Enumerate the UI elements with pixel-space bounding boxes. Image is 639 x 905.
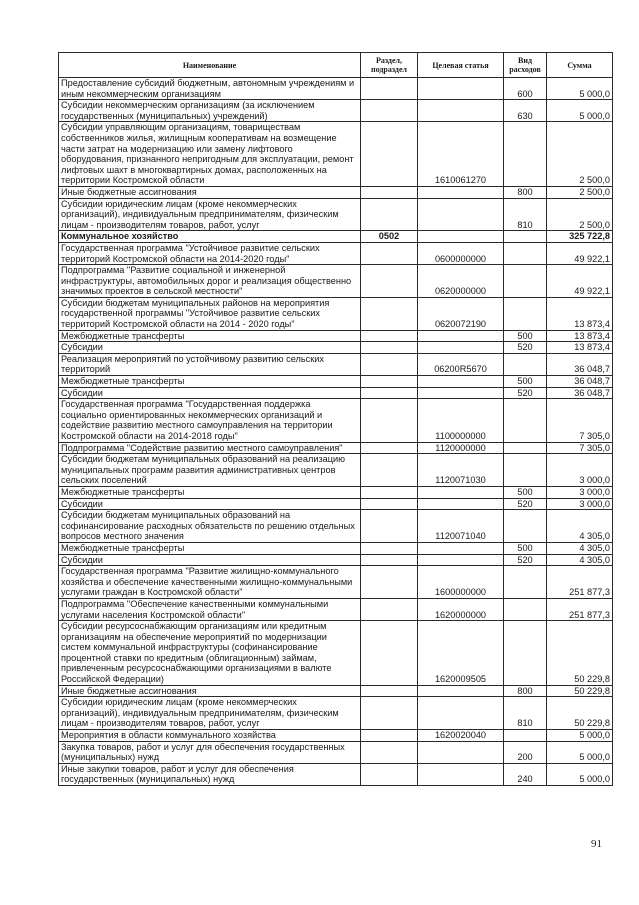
row-expense-cell: 520 — [504, 387, 547, 399]
row-sum-cell: 5 000,0 — [547, 78, 613, 100]
row-section-cell — [361, 697, 418, 730]
row-target-cell — [418, 741, 504, 763]
row-target-cell: 1120000000 — [418, 442, 504, 454]
table-row — [59, 510, 613, 543]
row-target-cell — [418, 231, 504, 243]
row-expense-cell — [504, 242, 547, 264]
row-expense-cell: 520 — [504, 498, 547, 510]
row-expense-cell: 500 — [504, 376, 547, 388]
row-sum-cell: 2 500,0 — [547, 122, 613, 187]
table-row — [59, 598, 613, 620]
table-row — [59, 542, 613, 554]
row-expense-cell — [504, 265, 547, 298]
row-target-cell — [418, 685, 504, 697]
row-expense-cell — [504, 122, 547, 187]
table-row — [59, 265, 613, 298]
row-section-cell: 0502 — [361, 231, 418, 243]
table-row — [59, 353, 613, 375]
row-sum-cell: 4 305,0 — [547, 542, 613, 554]
row-name-cell: Субсидии — [59, 387, 361, 399]
row-section-cell — [361, 376, 418, 388]
row-section-cell — [361, 198, 418, 231]
row-expense-cell — [504, 297, 547, 330]
row-target-cell: 1600000000 — [418, 566, 504, 599]
row-name-cell: Государственная программа "Устойчивое развитие сельских территорий Костромской области на 2014-2020 годы" — [59, 242, 361, 264]
table-body — [59, 78, 613, 786]
row-sum-cell: 50 229,8 — [547, 685, 613, 697]
row-expense-cell: 800 — [504, 186, 547, 198]
row-name-cell: Предоставление субсидий бюджетным, автономным учреждениям и иным некоммерческим организациям — [59, 78, 361, 100]
row-target-cell: 06200R5670 — [418, 353, 504, 375]
row-sum-cell: 251 877,3 — [547, 566, 613, 599]
row-name-cell: Иные закупки товаров, работ и услуг для обеспечения государственных (муниципальных) нужд — [59, 763, 361, 785]
row-target-cell: 1620020040 — [418, 730, 504, 742]
row-target-cell: 1120071040 — [418, 510, 504, 543]
table-row — [59, 554, 613, 566]
row-expense-cell: 630 — [504, 100, 547, 122]
row-name-cell: Иные бюджетные ассигнования — [59, 186, 361, 198]
row-section-cell — [361, 566, 418, 599]
table-row — [59, 342, 613, 354]
row-target-cell — [418, 763, 504, 785]
row-expense-cell: 200 — [504, 741, 547, 763]
row-sum-cell: 3 000,0 — [547, 486, 613, 498]
row-target-cell: 1100000000 — [418, 399, 504, 442]
row-target-cell — [418, 554, 504, 566]
row-expense-cell: 520 — [504, 554, 547, 566]
table-row — [59, 763, 613, 785]
table-header — [59, 53, 613, 78]
row-sum-cell: 5 000,0 — [547, 730, 613, 742]
row-name-cell: Подпрограмма "Обеспечение качественными коммунальными услугами населения Костромской области" — [59, 598, 361, 620]
row-name-cell: Субсидии бюджетам муниципальных районов на мероприятия государственной программы "Устойчивое развитие сельских территорий Костромской области на 2014 - 2020 годы" — [59, 297, 361, 330]
table-row — [59, 399, 613, 442]
row-sum-cell: 3 000,0 — [547, 498, 613, 510]
row-name-cell: Субсидии управляющим организациям, товариществам собственников жилья, жилищным кооперативам на возмещение части затрат на модернизацию или замену лифтового оборудования, признанного непригодным для эксплуатации, ремонт лифтовых шахт в многоквартирных домах, расположенных на территории Костромской области — [59, 122, 361, 187]
header-name: Наименование — [59, 53, 361, 78]
page-number: 91 — [591, 838, 602, 850]
row-section-cell — [361, 78, 418, 100]
row-name-cell: Субсидии юридическим лицам (кроме некоммерческих организаций), индивидуальным предпринимателям, физическим лицам - производителям товаров, работ, услуг — [59, 697, 361, 730]
row-section-cell — [361, 100, 418, 122]
row-target-cell — [418, 198, 504, 231]
row-target-cell — [418, 542, 504, 554]
row-sum-cell: 50 229,8 — [547, 697, 613, 730]
row-name-cell: Субсидии ресурсоснабжающим организациям или кредитным организациям на обеспечение мероприятий по модернизации систем коммунальной инфраструктуры (софинансирование процентной ставки по кредитным (облигационным) займам, привлеченным ресурсоснабжающими организациями в валюте Российской Федерации) — [59, 621, 361, 686]
header-target: Целевая статья — [418, 53, 504, 78]
row-sum-cell: 49 922,1 — [547, 242, 613, 264]
row-target-cell — [418, 376, 504, 388]
row-section-cell — [361, 122, 418, 187]
row-expense-cell — [504, 510, 547, 543]
row-expense-cell — [504, 399, 547, 442]
row-expense-cell: 500 — [504, 486, 547, 498]
row-sum-cell: 13 873,4 — [547, 330, 613, 342]
row-sum-cell: 3 000,0 — [547, 454, 613, 487]
row-name-cell: Мероприятия в области коммунального хозяйства — [59, 730, 361, 742]
table-row — [59, 387, 613, 399]
row-name-cell: Субсидии некоммерческим организациям (за исключением государственных (муниципальных) учреждений) — [59, 100, 361, 122]
table-row — [59, 122, 613, 187]
table-row — [59, 486, 613, 498]
row-section-cell — [361, 730, 418, 742]
row-name-cell: Субсидии бюджетам муниципальных образований на реализацию муниципальных программ развития административных центров сельских поселений — [59, 454, 361, 487]
row-name-cell: Межбюджетные трансферты — [59, 542, 361, 554]
table-row — [59, 498, 613, 510]
row-name-cell: Субсидии юридическим лицам (кроме некоммерческих организаций), индивидуальным предпринимателям, физическим лицам - производителям товаров, работ, услуг — [59, 198, 361, 231]
row-expense-cell — [504, 454, 547, 487]
header-sum: Сумма — [547, 53, 613, 78]
table-row — [59, 454, 613, 487]
row-target-cell — [418, 498, 504, 510]
row-expense-cell — [504, 730, 547, 742]
row-target-cell: 1620009505 — [418, 621, 504, 686]
row-section-cell — [361, 598, 418, 620]
row-expense-cell — [504, 442, 547, 454]
row-name-cell: Субсидии — [59, 342, 361, 354]
row-section-cell — [361, 554, 418, 566]
row-section-cell — [361, 330, 418, 342]
budget-table — [58, 52, 613, 786]
row-name-cell: Субсидии — [59, 554, 361, 566]
row-name-cell: Закупка товаров, работ и услуг для обеспечения государственных (муниципальных) нужд — [59, 741, 361, 763]
row-expense-cell: 800 — [504, 685, 547, 697]
row-expense-cell — [504, 598, 547, 620]
row-sum-cell: 36 048,7 — [547, 353, 613, 375]
row-target-cell: 1120071030 — [418, 454, 504, 487]
row-section-cell — [361, 353, 418, 375]
row-expense-cell — [504, 353, 547, 375]
row-sum-cell: 7 305,0 — [547, 399, 613, 442]
row-section-cell — [361, 265, 418, 298]
row-name-cell: Подпрограмма "Содействие развитию местного самоуправления" — [59, 442, 361, 454]
row-section-cell — [361, 741, 418, 763]
row-name-cell: Иные бюджетные ассигнования — [59, 685, 361, 697]
row-name-cell: Межбюджетные трансферты — [59, 486, 361, 498]
table-row — [59, 198, 613, 231]
row-section-cell — [361, 399, 418, 442]
row-name-cell: Межбюджетные трансферты — [59, 330, 361, 342]
row-name-cell: Межбюджетные трансферты — [59, 376, 361, 388]
row-section-cell — [361, 498, 418, 510]
row-expense-cell — [504, 231, 547, 243]
table-row — [59, 566, 613, 599]
row-sum-cell: 50 229,8 — [547, 621, 613, 686]
row-target-cell — [418, 78, 504, 100]
row-target-cell: 0620072190 — [418, 297, 504, 330]
row-sum-cell: 5 000,0 — [547, 763, 613, 785]
row-target-cell — [418, 330, 504, 342]
row-sum-cell: 13 873,4 — [547, 297, 613, 330]
row-target-cell: 1610061270 — [418, 122, 504, 187]
table-row — [59, 78, 613, 100]
row-sum-cell: 7 305,0 — [547, 442, 613, 454]
table-row — [59, 242, 613, 264]
row-sum-cell: 4 305,0 — [547, 510, 613, 543]
row-section-cell — [361, 685, 418, 697]
row-name-cell: Субсидии — [59, 498, 361, 510]
row-expense-cell: 240 — [504, 763, 547, 785]
row-sum-cell: 2 500,0 — [547, 186, 613, 198]
row-target-cell — [418, 100, 504, 122]
row-target-cell — [418, 342, 504, 354]
row-sum-cell: 251 877,3 — [547, 598, 613, 620]
row-expense-cell: 810 — [504, 198, 547, 231]
row-target-cell: 0620000000 — [418, 265, 504, 298]
row-name-cell: Государственная программа "Государственная поддержка социально ориентированных некоммерческих организаций и содействие развитию местного самоуправления на территории Костромской области на 2014-2018 годы" — [59, 399, 361, 442]
row-section-cell — [361, 342, 418, 354]
table-row — [59, 741, 613, 763]
row-sum-cell: 4 305,0 — [547, 554, 613, 566]
row-expense-cell: 520 — [504, 342, 547, 354]
table-row — [59, 186, 613, 198]
row-sum-cell: 325 722,8 — [547, 231, 613, 243]
row-target-cell: 0600000000 — [418, 242, 504, 264]
row-sum-cell: 5 000,0 — [547, 741, 613, 763]
row-expense-cell: 810 — [504, 697, 547, 730]
table-row — [59, 330, 613, 342]
row-target-cell — [418, 186, 504, 198]
row-target-cell — [418, 387, 504, 399]
table-row — [59, 376, 613, 388]
row-section-cell — [361, 763, 418, 785]
table-row — [59, 442, 613, 454]
table-row — [59, 621, 613, 686]
table-row — [59, 100, 613, 122]
row-name-cell: Субсидии бюджетам муниципальных образований на софинансирование расходных обязательств по решению отдельных вопросов местного значения — [59, 510, 361, 543]
row-sum-cell: 5 000,0 — [547, 100, 613, 122]
header-expense-type: Вид расходов — [504, 53, 547, 78]
table-row — [59, 297, 613, 330]
row-expense-cell: 500 — [504, 542, 547, 554]
table-row — [59, 231, 613, 243]
row-section-cell — [361, 486, 418, 498]
table-row — [59, 685, 613, 697]
row-sum-cell: 36 048,7 — [547, 387, 613, 399]
row-section-cell — [361, 242, 418, 264]
row-expense-cell: 600 — [504, 78, 547, 100]
row-sum-cell: 49 922,1 — [547, 265, 613, 298]
row-target-cell: 1620000000 — [418, 598, 504, 620]
header-section: Раздел, подраздел — [361, 53, 418, 78]
row-name-cell: Подпрограмма "Развитие социальной и инженерной инфраструктуры, автомобильных дорог и реализация общественно значимых проектов в сельской местности" — [59, 265, 361, 298]
row-target-cell — [418, 486, 504, 498]
row-section-cell — [361, 297, 418, 330]
row-section-cell — [361, 387, 418, 399]
row-section-cell — [361, 542, 418, 554]
row-sum-cell: 36 048,7 — [547, 376, 613, 388]
row-section-cell — [361, 454, 418, 487]
row-expense-cell: 500 — [504, 330, 547, 342]
row-sum-cell: 2 500,0 — [547, 198, 613, 231]
row-name-cell: Реализация мероприятий по устойчивому развитию сельских территорий — [59, 353, 361, 375]
row-name-cell: Государственная программа "Развитие жилищно-коммунального хозяйства и обеспечение качественными жилищно-коммунальными услугами граждан в Костромской области" — [59, 566, 361, 599]
table-row — [59, 730, 613, 742]
row-name-cell: Коммунальное хозяйство — [59, 231, 361, 243]
row-section-cell — [361, 186, 418, 198]
row-sum-cell: 13 873,4 — [547, 342, 613, 354]
row-section-cell — [361, 442, 418, 454]
row-section-cell — [361, 510, 418, 543]
table-row — [59, 697, 613, 730]
row-expense-cell — [504, 566, 547, 599]
row-target-cell — [418, 697, 504, 730]
row-section-cell — [361, 621, 418, 686]
row-expense-cell — [504, 621, 547, 686]
